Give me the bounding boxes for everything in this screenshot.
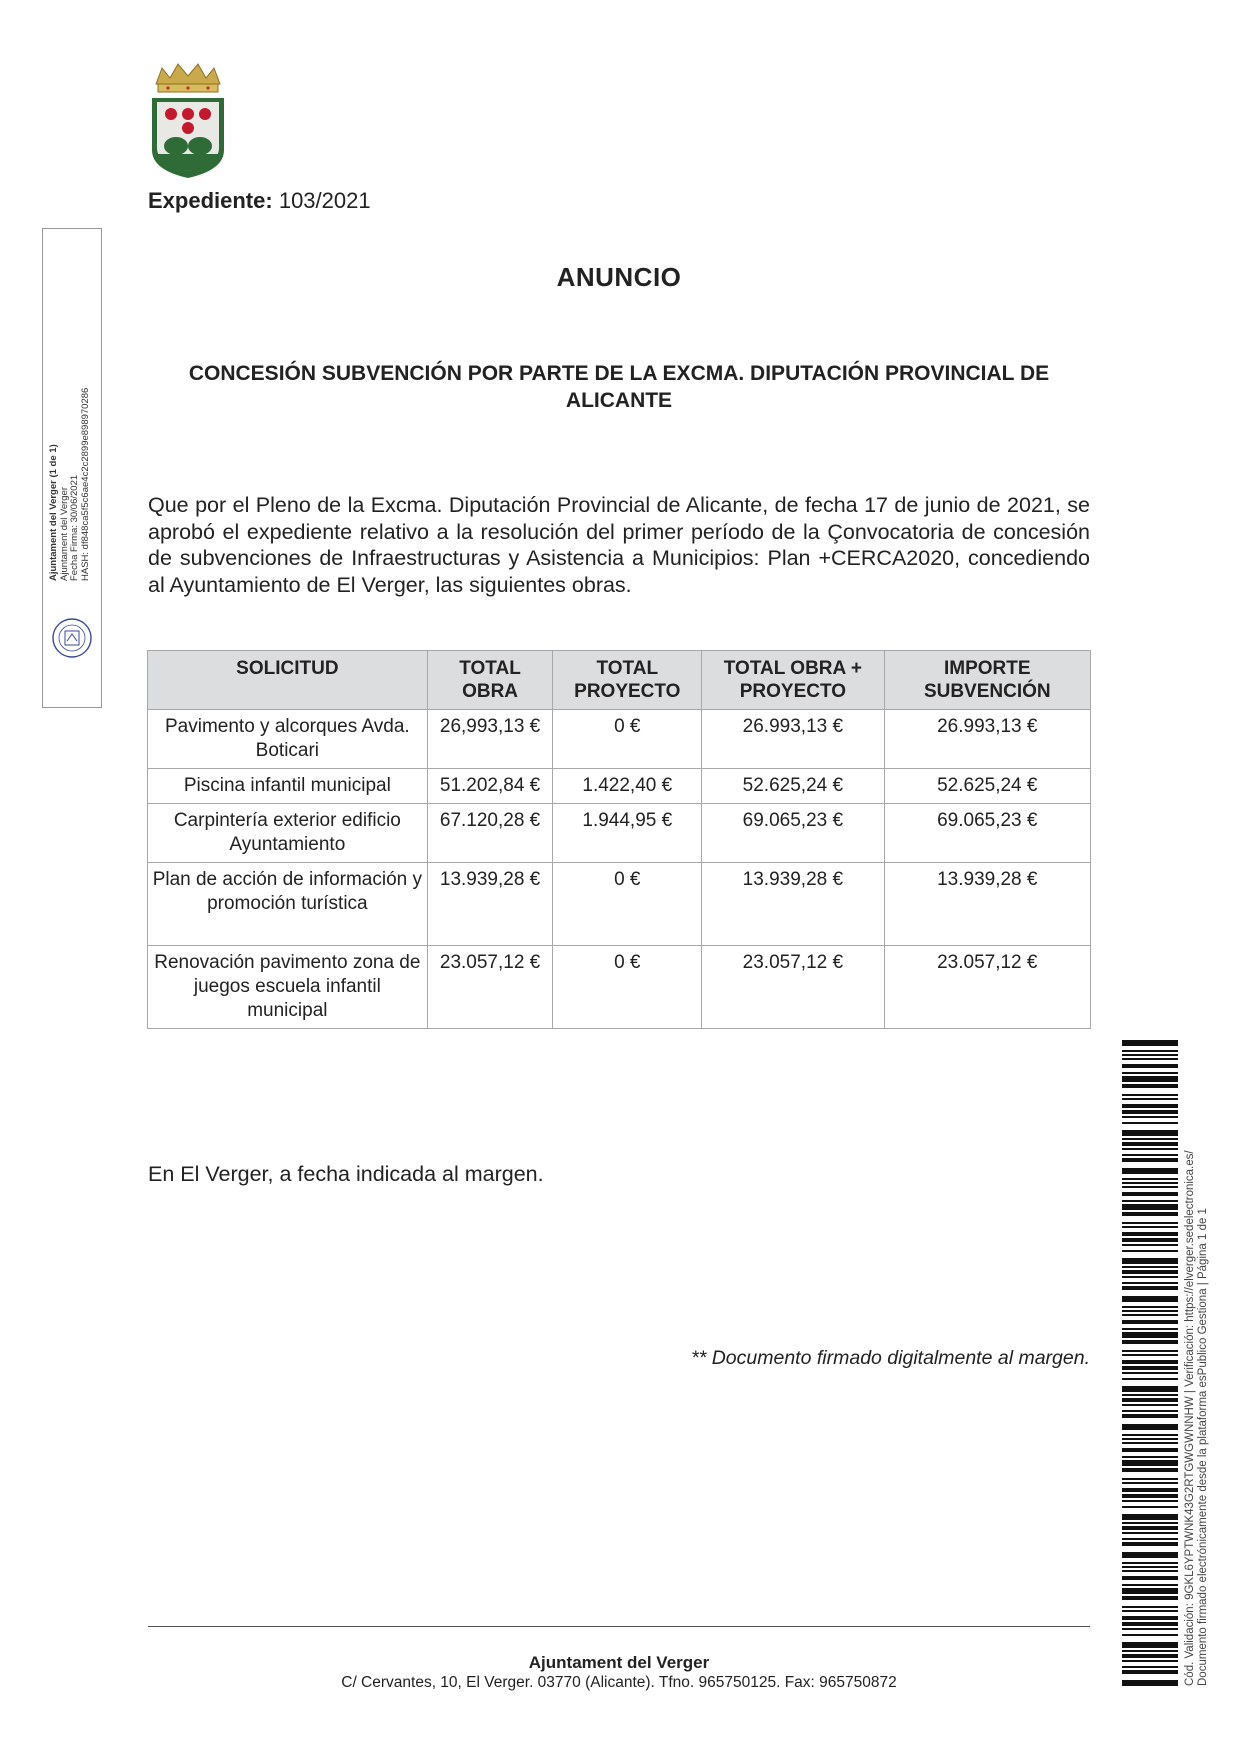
barcode-bar xyxy=(1122,1296,1178,1302)
barcode-bar xyxy=(1122,1122,1178,1124)
barcode-bar xyxy=(1122,1186,1178,1188)
barcode-bar xyxy=(1122,1478,1178,1480)
barcode-bar xyxy=(1122,1654,1178,1658)
barcode-bar xyxy=(1122,1526,1178,1530)
barcode-bar xyxy=(1122,1258,1178,1264)
cell-importe-subvencion: 13.939,28 € xyxy=(884,863,1090,946)
crown-icon xyxy=(156,64,220,92)
barcode-bar xyxy=(1122,1054,1178,1056)
barcode-bar xyxy=(1122,1606,1178,1608)
cell-solicitud: Pavimento y alcorques Avda. Boticari xyxy=(148,710,428,769)
barcode-bar xyxy=(1122,1610,1178,1612)
barcode-bar xyxy=(1122,1438,1178,1440)
barcode-bar xyxy=(1122,1570,1178,1572)
footer-org-name: Ajuntament del Verger xyxy=(528,1653,710,1672)
barcode-bar xyxy=(1122,1576,1178,1580)
cell-total-proyecto: 0 € xyxy=(553,863,702,946)
barcode-bar xyxy=(1122,1538,1178,1540)
barcode-bar xyxy=(1122,1286,1178,1290)
grants-table xyxy=(147,650,1091,1029)
barcode-bar xyxy=(1122,1072,1178,1074)
verification-line-2: Documento firmado electrónicamente desde la plataforma esPublico Gestiona | Página 1 de 1 xyxy=(1197,1208,1209,1686)
cell-total-proyecto: 1.422,40 € xyxy=(553,769,702,804)
barcode-bar xyxy=(1122,1670,1178,1674)
barcode-bar xyxy=(1122,1366,1178,1370)
barcode-bar xyxy=(1122,1386,1178,1392)
barcode-bar xyxy=(1122,1142,1178,1146)
barcode-bar xyxy=(1122,1456,1178,1458)
barcode-bar xyxy=(1122,1514,1178,1520)
barcode-bar xyxy=(1122,1050,1178,1052)
barcode-bar xyxy=(1122,1266,1178,1268)
table-row xyxy=(148,863,1091,946)
cell-solicitud: Carpintería exterior edificio Ayuntamiento xyxy=(148,804,428,863)
footer-divider xyxy=(148,1626,1090,1627)
body-paragraph: Que por el Pleno de la Excma. Diputación Provincial de Alicante, de fecha 17 de junio de 2021, se aprobó el expediente relativo a la resolución del primer período de la Çonvocatoria de concesión de subvenciones de Infraestructuras y Asistencia a Municipios: Plan +CERCA2020, concediendo al Ayuntamiento de El Verger, las siguientes obras. xyxy=(148,493,1090,597)
cell-importe-subvencion: 26.993,13 € xyxy=(884,710,1090,769)
coat-of-arms-logo xyxy=(148,62,228,180)
cell-total-proyecto: 0 € xyxy=(553,946,702,1029)
barcode-bar xyxy=(1122,1116,1178,1118)
barcode-bar xyxy=(1122,1596,1178,1600)
table-row xyxy=(148,710,1091,769)
barcode-bar xyxy=(1122,1238,1178,1242)
cell-total-obra: 23.057,12 € xyxy=(427,946,553,1029)
stamp-line-2: Ajuntament del Verger xyxy=(58,486,70,581)
barcode-bar xyxy=(1122,1182,1178,1184)
header-importe-subvencion: IMPORTE SUBVENCIÓN xyxy=(884,651,1090,710)
barcode-bar xyxy=(1122,1226,1178,1228)
barcode-bar xyxy=(1122,1666,1178,1668)
barcode-bar xyxy=(1122,1084,1178,1088)
cell-total-obra: 51.202,84 € xyxy=(427,769,553,804)
barcode-bar xyxy=(1122,1154,1178,1156)
barcode-bar xyxy=(1122,1650,1178,1652)
barcode-bar xyxy=(1122,1158,1178,1162)
barcode-bar xyxy=(1122,1232,1178,1236)
stamp-line-1: Ajuntament del Verger (1 de 1) xyxy=(48,444,59,581)
barcode-bar xyxy=(1122,1414,1178,1418)
barcode-bar xyxy=(1122,1250,1178,1252)
header-total-obra: TOTAL OBRA xyxy=(427,651,553,710)
barcode-bar xyxy=(1122,1310,1178,1312)
barcode-bar xyxy=(1122,1500,1178,1502)
cell-total-obra-proyecto: 52.625,24 € xyxy=(702,769,884,804)
expediente-label: Expediente: xyxy=(148,188,273,213)
barcode-bar xyxy=(1122,1354,1178,1356)
cell-total-obra: 26,993,13 € xyxy=(427,710,553,769)
barcode-bar xyxy=(1122,1340,1178,1344)
table-row xyxy=(148,804,1091,863)
header-total-obra-proyecto: TOTAL OBRA + PROYECTO xyxy=(702,651,884,710)
barcode-bar xyxy=(1122,1488,1178,1492)
barcode-bar xyxy=(1122,1660,1178,1662)
cell-total-proyecto: 1.944,95 € xyxy=(553,804,702,863)
barcode-bar xyxy=(1122,1306,1178,1308)
barcode-bar xyxy=(1122,1680,1178,1686)
barcode-bar xyxy=(1122,1434,1178,1436)
cell-total-obra: 67.120,28 € xyxy=(427,804,553,863)
barcode-bar xyxy=(1122,1094,1178,1096)
barcode-bar xyxy=(1122,1394,1178,1396)
barcode-bar xyxy=(1122,1622,1178,1626)
footer-address: C/ Cervantes, 10, El Verger. 03770 (Alicante). Tfno. 965750125. Fax: 965750872 xyxy=(341,1674,897,1691)
barcode-bar xyxy=(1122,1372,1178,1374)
cell-total-obra-proyecto: 13.939,28 € xyxy=(702,863,884,946)
barcode-bar xyxy=(1122,1642,1178,1648)
stamp-line-4: HASH: df848ca5f5c6ae4c2c2899e898970286 xyxy=(79,387,91,581)
barcode-bar xyxy=(1122,1314,1178,1316)
cell-importe-subvencion: 69.065,23 € xyxy=(884,804,1090,863)
cell-solicitud: Plan de acción de información y promoción turística xyxy=(148,863,428,946)
cell-total-obra: 13.939,28 € xyxy=(427,863,553,946)
cell-importe-subvencion: 52.625,24 € xyxy=(884,769,1090,804)
stamp-line-3: Fecha Firma: 30/06/2021 xyxy=(69,474,80,581)
barcode-bar xyxy=(1122,1110,1178,1114)
barcode-bar xyxy=(1122,1398,1178,1402)
barcode-bar xyxy=(1122,1320,1178,1324)
barcode-bar xyxy=(1122,1532,1178,1534)
cell-solicitud: Piscina infantil municipal xyxy=(148,769,428,804)
barcode-bar xyxy=(1122,1634,1178,1636)
barcode-bar xyxy=(1122,1404,1178,1406)
closing-text: En El Verger, a fecha indicada al margen. xyxy=(148,1162,544,1186)
barcode-bar xyxy=(1122,1040,1178,1046)
barcode-bar xyxy=(1122,1468,1178,1472)
barcode-bar xyxy=(1122,1482,1178,1484)
barcode-bar xyxy=(1122,1130,1178,1136)
barcode-bar xyxy=(1122,1360,1178,1364)
barcode-bar xyxy=(1122,1328,1178,1330)
barcode-bar xyxy=(1122,1442,1178,1444)
barcode-bar xyxy=(1122,1222,1178,1224)
barcode-bar xyxy=(1122,1562,1178,1564)
barcode-bar xyxy=(1122,1104,1178,1108)
barcode-bar xyxy=(1122,1522,1178,1524)
verification-line-1: Cód. Validación: 9GKL6YPTWNK43G2RTGWGWNNHW | Verificación: https://elverger.sedelectronica.es/ xyxy=(1184,1150,1196,1686)
barcode-bar xyxy=(1122,1332,1178,1338)
barcode-bar xyxy=(1122,1628,1178,1630)
header-total-proyecto: TOTAL PROYECTO xyxy=(553,651,702,710)
expediente-value: 103/2021 xyxy=(278,188,371,213)
barcode-bar xyxy=(1122,1282,1178,1284)
expediente xyxy=(148,188,371,214)
signed-note: ** Documento firmado digitalmente al margen. xyxy=(691,1347,1090,1369)
cell-total-obra-proyecto: 23.057,12 € xyxy=(702,946,884,1029)
barcode-bar xyxy=(1122,1616,1178,1620)
barcode-bar xyxy=(1122,1448,1178,1452)
cell-total-proyecto: 0 € xyxy=(553,710,702,769)
barcode-bar xyxy=(1122,1378,1178,1380)
barcode-bar xyxy=(1122,1098,1178,1100)
document-subtitle: CONCESIÓN SUBVENCIÓN POR PARTE DE LA EXCMA. DIPUTACIÓN PROVINCIAL DE ALICANTE xyxy=(188,362,1050,412)
signature-stamp xyxy=(42,228,102,708)
table-row xyxy=(148,769,1091,804)
barcode-bar xyxy=(1122,1494,1178,1498)
barcode-bar xyxy=(1122,1138,1178,1140)
barcode-bar xyxy=(1122,1460,1178,1466)
validation-barcode-icon xyxy=(1122,1040,1178,1686)
barcode-bar xyxy=(1122,1350,1178,1352)
barcode-bar xyxy=(1122,1588,1178,1594)
document-title: ANUNCIO xyxy=(556,262,682,292)
municipal-seal-icon xyxy=(51,617,93,659)
barcode-bar xyxy=(1122,1204,1178,1210)
barcode-bar xyxy=(1122,1148,1178,1150)
barcode-bar xyxy=(1122,1212,1178,1216)
barcode-bar xyxy=(1122,1168,1178,1174)
barcode-bar xyxy=(1122,1276,1178,1278)
header-solicitud: SOLICITUD xyxy=(148,651,428,710)
barcode-bar xyxy=(1122,1410,1178,1412)
barcode-bar xyxy=(1122,1552,1178,1558)
cell-importe-subvencion: 23.057,12 € xyxy=(884,946,1090,1029)
barcode-bar xyxy=(1122,1270,1178,1274)
cell-total-obra-proyecto: 69.065,23 € xyxy=(702,804,884,863)
cell-total-obra-proyecto: 26.993,13 € xyxy=(702,710,884,769)
barcode-bar xyxy=(1122,1244,1178,1246)
barcode-bar xyxy=(1122,1076,1178,1082)
barcode-bar xyxy=(1122,1178,1178,1180)
barcode-bar xyxy=(1122,1506,1178,1508)
barcode-bar xyxy=(1122,1584,1178,1586)
table-row xyxy=(148,946,1091,1029)
barcode-bar xyxy=(1122,1192,1178,1196)
table-header-row xyxy=(148,651,1091,710)
barcode-bar xyxy=(1122,1200,1178,1202)
barcode-bar xyxy=(1122,1542,1178,1546)
cell-solicitud: Renovación pavimento zona de juegos escuela infantil municipal xyxy=(148,946,428,1029)
barcode-bar xyxy=(1122,1064,1178,1068)
barcode-bar xyxy=(1122,1058,1178,1060)
barcode-bar xyxy=(1122,1566,1178,1568)
barcode-bar xyxy=(1122,1424,1178,1430)
